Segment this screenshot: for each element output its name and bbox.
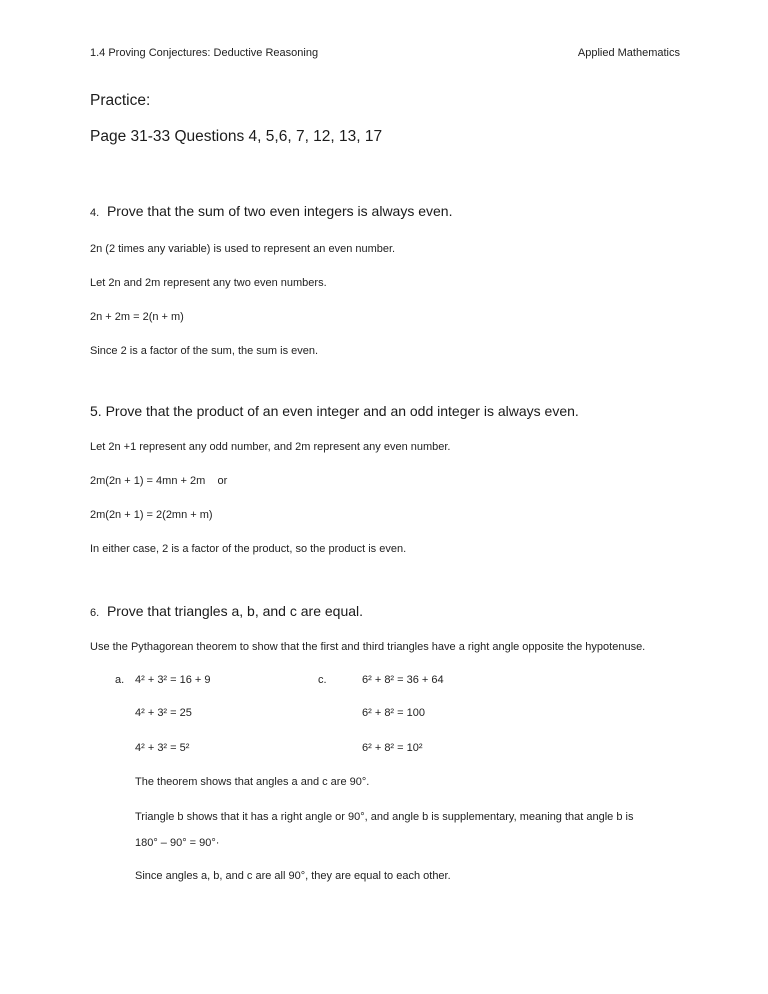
header-course-title: Applied Mathematics [577,47,680,59]
question-5-line: 2m(2n + 1) = 2(2mn + m) [90,509,213,521]
equation-label-c: c. [318,674,327,686]
equation-c3: 6² + 8² = 10² [362,742,423,754]
question-4-title: Prove that the sum of two even integers is always even. [106,203,453,219]
question-6-conclusion: Since angles a, b, and c are all 90°, they are equal to each other. [135,870,451,882]
question-5-heading [90,402,680,420]
question-5-number: 5. [90,403,102,419]
question-6-title: Prove that triangles a, b, and c are equal. [106,603,364,619]
equation-a2: 4² + 3² = 25 [135,707,192,719]
question-4-line: 2n + 2m = 2(n + m) [90,311,184,323]
header-section-title: 1.4 Proving Conjectures: Deductive Reasoning [90,47,319,59]
equation-a3: 4² + 3² = 5² [135,742,190,754]
equation-a1: 4² + 3² = 16 + 9 [135,674,211,686]
equation-c2: 6² + 8² = 100 [362,707,425,719]
equation-row [115,741,680,755]
question-6-number: 6. [90,607,100,619]
assigned-questions-line: Page 31-33 Questions 4, 5,6, 7, 12, 13, 17 [90,128,383,145]
question-4-line: Let 2n and 2m represent any two even numbers. [90,277,327,289]
question-6-intro: Use the Pythagorean theorem to show that the first and third triangles have a right angle opposite the hypotenuse. [90,641,646,653]
question-4-number: 4. [90,207,100,219]
question-5-line: In either case, 2 is a factor of the product, so the product is even. [90,543,407,555]
equation-row [115,706,680,720]
equation-c1: 6² + 8² = 36 + 64 [362,674,444,686]
equation-label-a: a. [115,674,125,686]
question-6-conclusion: The theorem shows that angles a and c are 90°. [135,776,370,788]
question-4-line: 2n (2 times any variable) is used to represent an even number. [90,243,396,255]
practice-label: Practice: [90,92,151,109]
question-5-line: Let 2n +1 represent any odd number, and 2m represent any even number. [90,441,451,453]
question-6-heading [90,602,680,622]
question-4-heading [90,202,680,222]
question-6-conclusion: Triangle b shows that it has a right angle or 90°, and angle b is supplementary, meaning that angle b is 180° – 90° = 90°· [135,811,637,849]
question-5-line: 2m(2n + 1) = 4mn + 2m or [90,475,228,487]
equation-row [115,673,680,687]
question-5-title: Prove that the product of an even integer and an odd integer is always even. [105,403,579,419]
document-header [90,46,680,60]
question-4-line: Since 2 is a factor of the sum, the sum is even. [90,345,319,357]
